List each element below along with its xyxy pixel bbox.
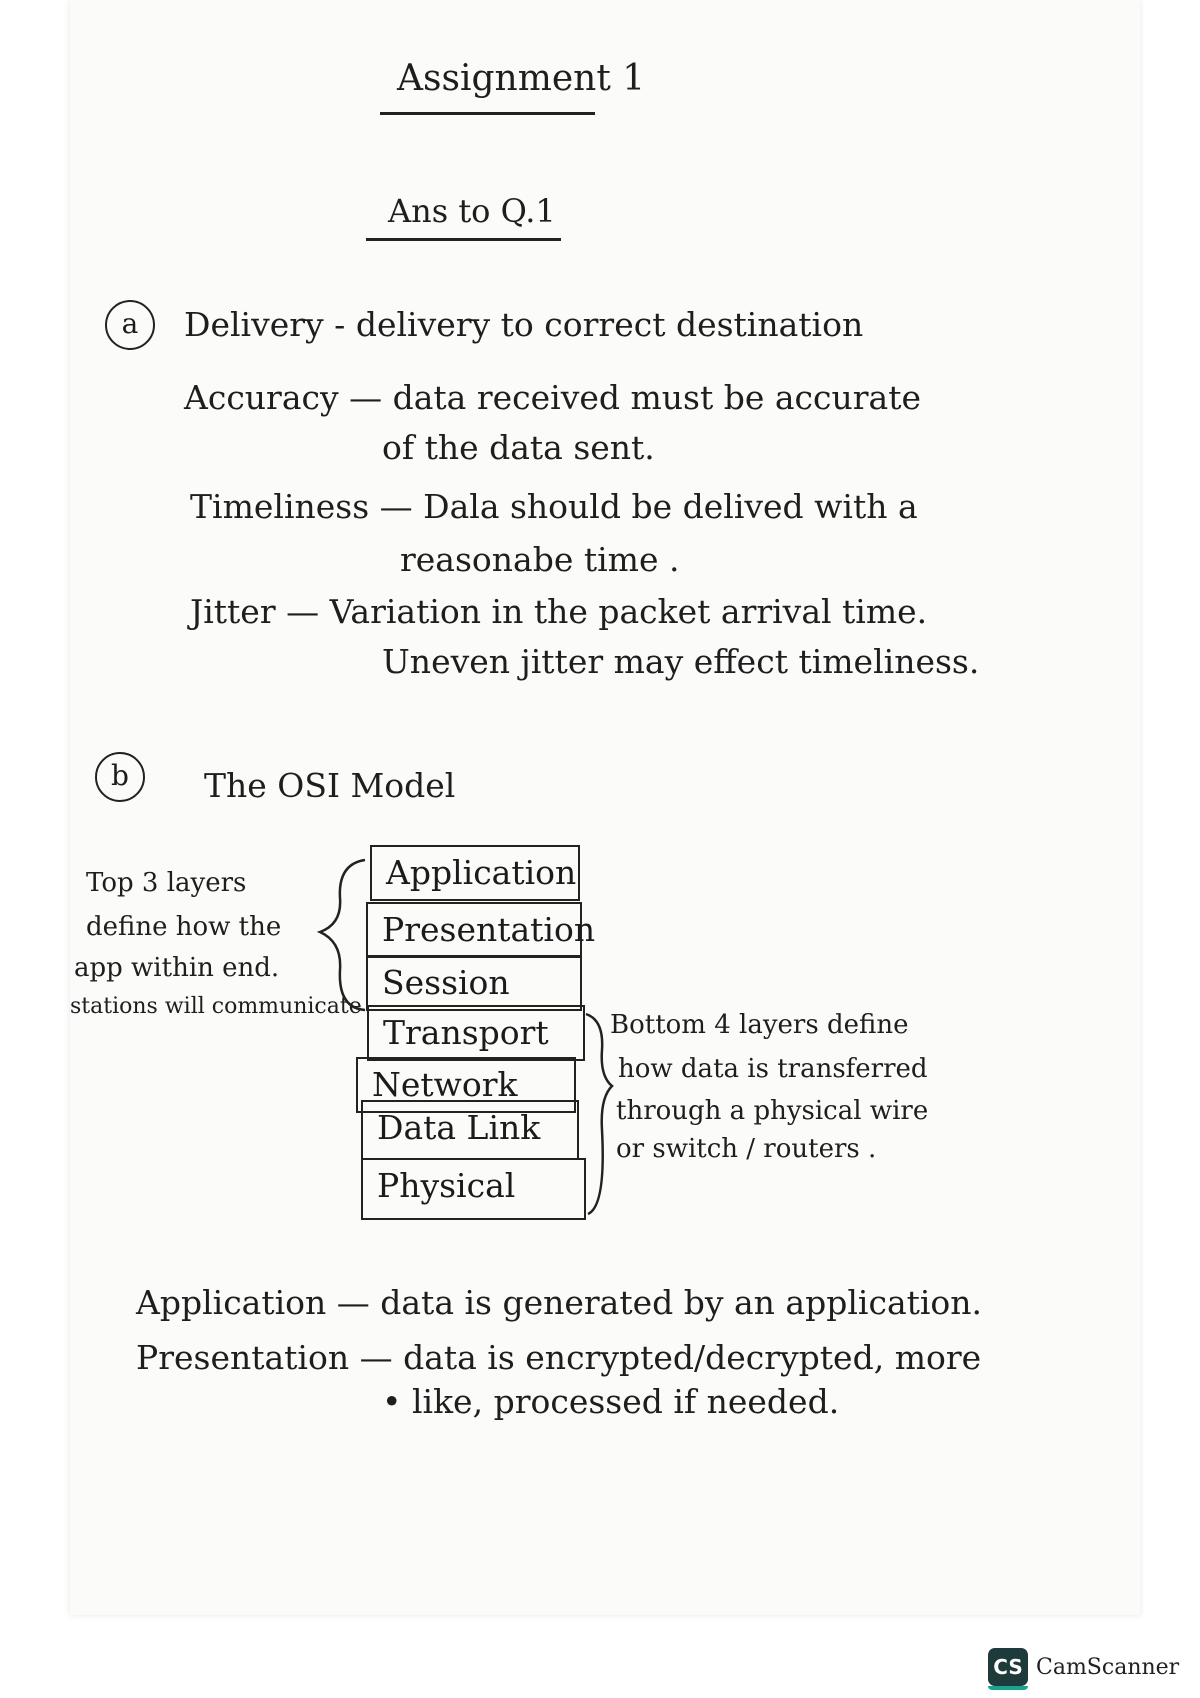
layer-network: Network <box>356 1057 576 1113</box>
definition-timeliness: Timeliness — Dala should be delived with a <box>190 487 918 526</box>
scanned-page <box>70 0 1140 1615</box>
definition: Variation in the packet arrival time. <box>329 592 928 631</box>
definition-accuracy: Accuracy — data received must be accurate <box>184 378 921 417</box>
definition-timeliness-cont: reasonabe time . <box>400 540 680 579</box>
osi-heading: The OSI Model <box>204 766 456 805</box>
camscanner-label: CamScanner <box>1036 1654 1180 1680</box>
definition-accuracy-cont: of the data sent. <box>382 428 655 467</box>
top-note-line-2: define how the <box>86 912 282 942</box>
layer-data-link: Data Link <box>361 1100 579 1160</box>
term: Accuracy <box>184 378 339 417</box>
bottom-note-line-4: or switch / routers . <box>616 1134 877 1164</box>
camscanner-logo-icon: CS <box>988 1648 1028 1686</box>
description-presentation: Presentation — data is encrypted/decrypted, more <box>136 1338 982 1377</box>
bottom-note-line-1: Bottom 4 layers define <box>610 1010 909 1040</box>
subtitle-underline <box>366 238 561 241</box>
top-note-line-4: stations will communicate <box>70 994 362 1019</box>
definition-delivery: Delivery - delivery to correct destination <box>184 305 864 344</box>
layer-presentation: Presentation <box>366 902 582 958</box>
definition-jitter: Jitter — Variation in the packet arrival time. <box>190 592 928 631</box>
bottom-note-line-3: through a physical wire <box>616 1096 929 1126</box>
description-presentation-cont: • like, processed if needed. <box>382 1382 840 1421</box>
term: Timeliness <box>190 487 370 526</box>
marker-a: a <box>105 300 155 350</box>
definition-jitter-cont: Uneven jitter may effect timeliness. <box>382 642 980 681</box>
definition: data received must be accurate <box>392 378 921 417</box>
top-note-line-3: app within end. <box>74 953 280 983</box>
layer-application: Application <box>370 845 580 901</box>
description-application: Application — data is generated by an application. <box>136 1283 983 1322</box>
layer-session: Session <box>366 955 582 1011</box>
left-brace <box>310 858 370 1018</box>
definition: Dala should be delived with a <box>423 487 918 526</box>
layer-transport: Transport <box>367 1005 585 1061</box>
term: Jitter <box>190 592 276 631</box>
page-title: Assignment 1 <box>397 58 646 99</box>
term: Delivery <box>184 305 324 344</box>
page-subtitle: Ans to Q.1 <box>388 192 556 230</box>
layer-physical: Physical <box>361 1158 586 1220</box>
title-underline <box>380 112 595 115</box>
definition: delivery to correct destination <box>355 305 864 344</box>
camscanner-watermark <box>988 1648 1179 1686</box>
bottom-note-line-2: how data is transferred <box>618 1054 928 1084</box>
marker-b: b <box>95 752 145 802</box>
top-note-line-1: Top 3 layers <box>86 868 247 898</box>
